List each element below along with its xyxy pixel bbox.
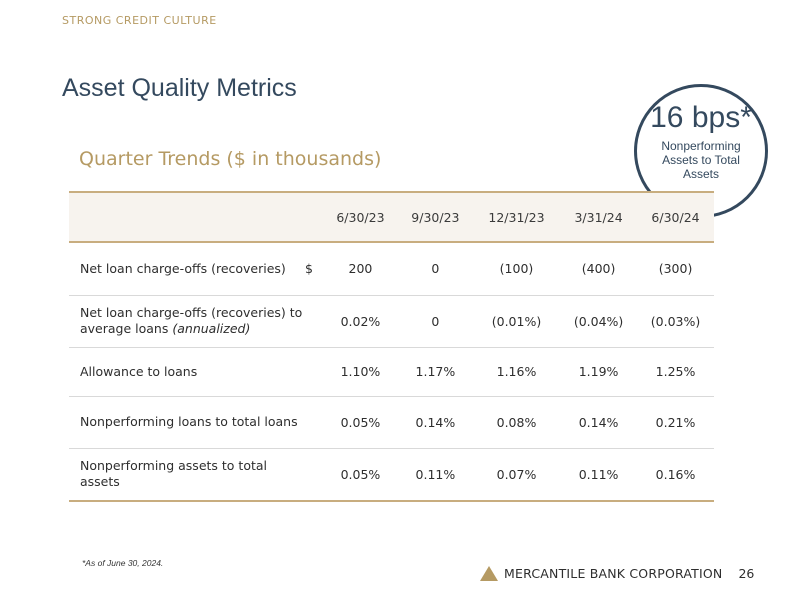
table-cell: 0.11% [578, 466, 619, 482]
currency-prefix-empty [305, 448, 323, 501]
table-row [69, 396, 714, 448]
table-cell: 0.02% [340, 313, 381, 329]
callout-label: Nonperforming Assets to Total Assets [661, 139, 741, 181]
table-cell: (400) [581, 261, 616, 277]
section-eyebrow: STRONG CREDIT CULTURE [62, 14, 217, 27]
table-cell: 0 [431, 313, 440, 329]
brand-name: MERCANTILE BANK CORPORATION [504, 566, 723, 581]
table-cell: 0.14% [578, 414, 619, 430]
table-header-row [69, 192, 714, 242]
row-label-italic: (annualized) [172, 321, 251, 336]
table-cell: 0.05% [340, 414, 381, 430]
table-row [69, 295, 714, 347]
table-cell: (0.03%) [650, 313, 701, 329]
table-cell: (100) [499, 261, 534, 277]
table-row [69, 242, 714, 295]
table-cell: 0.21% [655, 414, 696, 430]
table-cell: 1.10% [340, 364, 381, 379]
triangle-logo-icon [480, 566, 498, 581]
table-cell: 0 [431, 261, 440, 277]
row-label-multiline [69, 295, 305, 347]
table-cell: (0.04%) [573, 313, 624, 329]
row-label: Allowance to loans [80, 363, 198, 379]
asset-quality-table [69, 191, 714, 502]
column-header: 3/31/24 [574, 209, 623, 225]
column-header: 6/30/23 [336, 209, 385, 225]
table-cell: 0.08% [496, 414, 537, 430]
table-subtitle: Quarter Trends ($ in thousands) [79, 148, 382, 170]
row-label-line1: Net loan charge-offs (recoveries) to [80, 305, 303, 320]
column-header: 6/30/24 [651, 209, 700, 225]
column-header: 12/31/23 [488, 209, 545, 225]
table-cell: 0.14% [415, 414, 456, 430]
table-cell: 1.19% [578, 364, 619, 379]
header-prefix-blank [305, 192, 323, 242]
table-cell: 0.07% [496, 466, 537, 482]
currency-prefix-empty [305, 396, 323, 448]
table-cell: (0.01%) [491, 313, 542, 329]
currency-prefix-empty [305, 295, 323, 347]
table-cell: 0.05% [340, 466, 381, 482]
footnote: *As of June 30, 2024. [82, 558, 164, 568]
row-label: Nonperforming loans to total loans [80, 414, 298, 429]
table-cell: 0.11% [415, 466, 456, 482]
callout-value: 16 bps* [650, 101, 752, 134]
table-cell: 1.17% [415, 364, 456, 379]
table-cell: 0.16% [655, 466, 696, 482]
table-cell: (300) [658, 261, 693, 277]
table-row [69, 347, 714, 396]
page-number: 26 [738, 566, 755, 581]
header-blank [69, 192, 305, 242]
row-label: Nonperforming assets to total assets [80, 458, 267, 490]
currency-prefix: $ [305, 261, 313, 277]
row-label-line2: average loans [80, 321, 169, 336]
column-header: 9/30/23 [411, 209, 460, 225]
table-cell: 200 [348, 261, 373, 277]
page-title: Asset Quality Metrics [62, 74, 297, 102]
row-label: Net loan charge-offs (recoveries) [80, 260, 286, 276]
table-cell: 1.25% [655, 364, 696, 379]
table-cell: 1.16% [496, 364, 537, 379]
footer-brand [480, 566, 754, 581]
table-row [69, 448, 714, 501]
currency-prefix-empty [305, 347, 323, 396]
